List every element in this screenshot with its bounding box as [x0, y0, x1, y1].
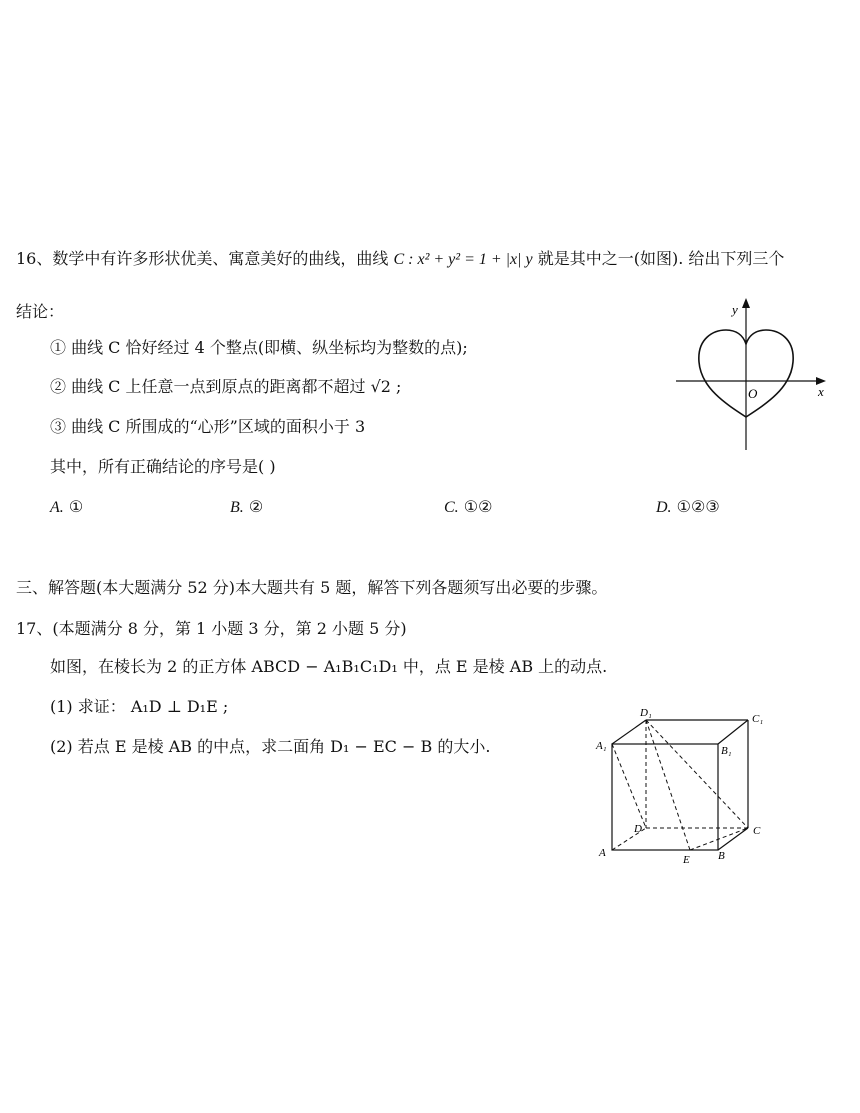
label-A1: A₁: [596, 740, 607, 752]
axis-label-x: x: [818, 384, 824, 399]
axis-label-y: y: [732, 302, 738, 317]
q16-choice-a: A. ①: [50, 497, 84, 516]
label-D: D: [634, 823, 642, 835]
edge-BC: [718, 828, 748, 850]
label-D1: D₁: [640, 707, 652, 719]
y-axis-arrow: [742, 298, 750, 308]
q16-equation: C : x² + y² = 1 + |x| y: [393, 251, 533, 268]
q16-line1: [16, 248, 784, 271]
segment-A1D: [612, 744, 646, 828]
section-3-heading: 三、解答题(本大题满分 52 分)本大题共有 5 题，解答下列各题须写出必要的步骤。: [16, 578, 608, 597]
q16-choice-c: C. ①②: [444, 497, 493, 516]
q16-statement-3: ③ 曲线 C 所围成的“心形”区域的面积小于 3: [50, 417, 366, 436]
segment-D1C: [646, 720, 748, 828]
label-E: E: [683, 854, 690, 866]
segment-D1E: [646, 720, 690, 850]
q16-choice-d: D. ①②③: [656, 497, 720, 516]
front-face: [612, 744, 718, 850]
q16-choice-b: B. ②: [230, 497, 264, 516]
q16-statement-1: ① 曲线 C 恰好经过 4 个整点(即横、纵坐标均为整数的点);: [50, 338, 468, 357]
heart-curve-figure: [670, 292, 840, 454]
edge-B1C1: [718, 720, 748, 744]
label-C: C: [753, 825, 761, 837]
origin-label: O: [748, 386, 758, 401]
label-A: A: [599, 847, 606, 859]
q16-prompt: 其中，所有正确结论的序号是( ): [50, 457, 276, 476]
edge-A1D1: [612, 720, 646, 744]
q17-stem: 如图，在棱长为 2 的正方体 ABCD − A₁B₁C₁D₁ 中，点 E 是棱 AB 上的动点.: [50, 657, 608, 676]
q16-intro: 16、数学中有许多形状优美、寓意美好的曲线，曲线: [16, 249, 389, 268]
q16-statement-2: ② 曲线 C 上任意一点到原点的距离都不超过 √2 ;: [50, 377, 402, 396]
segment-EC: [690, 828, 748, 850]
q16-line2: 结论：: [16, 302, 65, 321]
q17-part-1: (1) 求证： A₁D ⊥ D₁E ;: [50, 697, 229, 716]
label-C1: C₁: [752, 713, 764, 725]
q16-intro-tail: 就是其中之一(如图). 给出下列三个: [537, 249, 785, 268]
q17-header: 17、(本题满分 8 分，第 1 小题 3 分，第 2 小题 5 分): [16, 619, 407, 638]
cube-figure: [594, 706, 780, 870]
q17-part-2: (2) 若点 E 是棱 AB 的中点，求二面角 D₁ − EC − B 的大小.: [50, 737, 491, 756]
label-B: B: [718, 850, 725, 862]
label-B1: B₁: [721, 745, 732, 757]
